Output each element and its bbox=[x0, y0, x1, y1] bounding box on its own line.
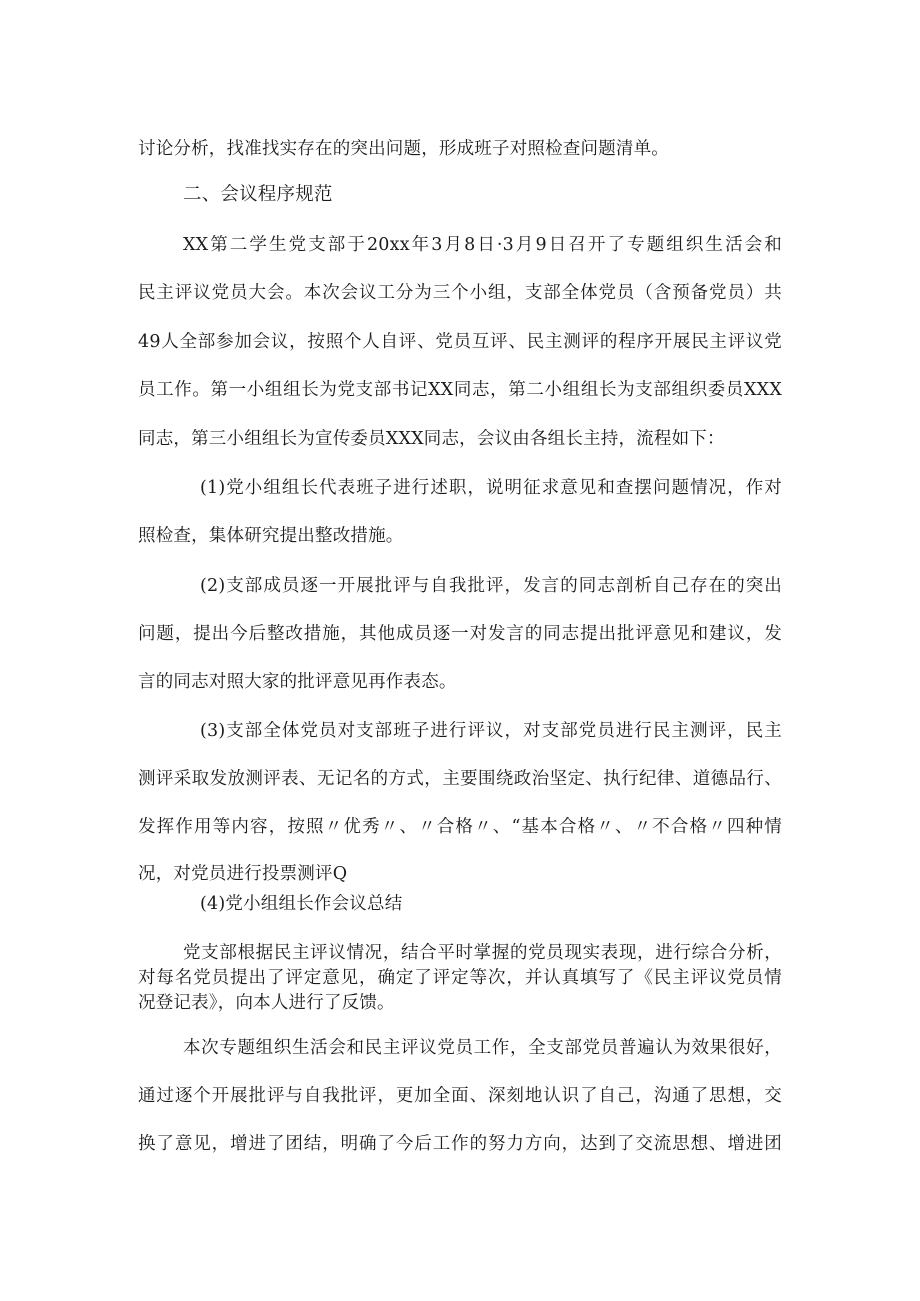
text-line: 讨论分析，找准找实存在的突出问题，形成班子对照检查问题清单。 bbox=[138, 139, 669, 159]
list-item-2: (2)支部成员逐一开展批评与自我批评，发言的同志剖析自己存在的突出 bbox=[200, 576, 782, 596]
list-item-1: (1)党小组组长代表班子进行述职，说明征求意见和查摆问题情况，作对 bbox=[200, 478, 782, 498]
text-line: 问题，提出今后整改措施，其他成员逐一对发言的同志提出批评意见和建议，发 bbox=[138, 624, 782, 644]
text-line: 同志，第三小组组长为宣传委员XXX同志，会议由各组长主持，流程如下： bbox=[138, 429, 725, 449]
text-line: 照检查，集体研究提出整改措施。 bbox=[138, 526, 404, 546]
text-line: 对每名党员提出了评定意见，确定了评定等次，并认真填写了《民主评议党员情 bbox=[138, 968, 782, 988]
text-line: 换了意见，增进了团结，明确了今后工作的努力方向，达到了交流思想、增进团 bbox=[138, 1134, 782, 1154]
text-line: 党支部根据民主评议情况，结合平时掌握的党员现实表现，进行综合分析， bbox=[183, 943, 782, 963]
list-item-4: (4)党小组组长作会议总结 bbox=[200, 894, 403, 914]
text-line: 本次专题组织生活会和民主评议党员工作，全支部党员普遍认为效果很好， bbox=[183, 1038, 782, 1058]
text-line: 民主评议党员大会。本次会议工分为三个小组，支部全体党员（含预备党员）共 bbox=[138, 283, 782, 303]
section-heading: 二、会议程序规范 bbox=[183, 184, 333, 205]
text-line: 况，对党员进行投票测评Q bbox=[138, 864, 348, 884]
text-line: 言的同志对照大家的批评意见再作表态。 bbox=[138, 672, 457, 692]
text-line: XX第二学生党支部于20xx年3月8日·3月9日召开了专题组织生活会和 bbox=[183, 235, 782, 255]
text-line: 员工作。第一小组组长为党支部书记XX同志，第二小组组长为支部组织委员XXX bbox=[138, 380, 782, 400]
list-item-3: (3)支部全体党员对支部班子进行评议，对支部党员进行民主测评，民主 bbox=[200, 721, 782, 741]
text-line: 发挥作用等内容，按照〃优秀〃、〃合格〃、“基本合格〃、〃不合格〃四种情 bbox=[138, 817, 782, 837]
text-line: 测评采取发放测评表、无记名的方式，主要围绕政治坚定、执行纪律、道德品行、 bbox=[138, 769, 782, 789]
text-line: 49人全部参加会议，按照个人自评、党员互评、民主测评的程序开展民主评议党 bbox=[138, 332, 782, 352]
text-line: 通过逐个开展批评与自我批评，更加全面、深刻地认识了自己，沟通了思想，交 bbox=[138, 1086, 782, 1106]
text-line: 况登记表》，向本人进行了反馈。 bbox=[138, 993, 395, 1013]
